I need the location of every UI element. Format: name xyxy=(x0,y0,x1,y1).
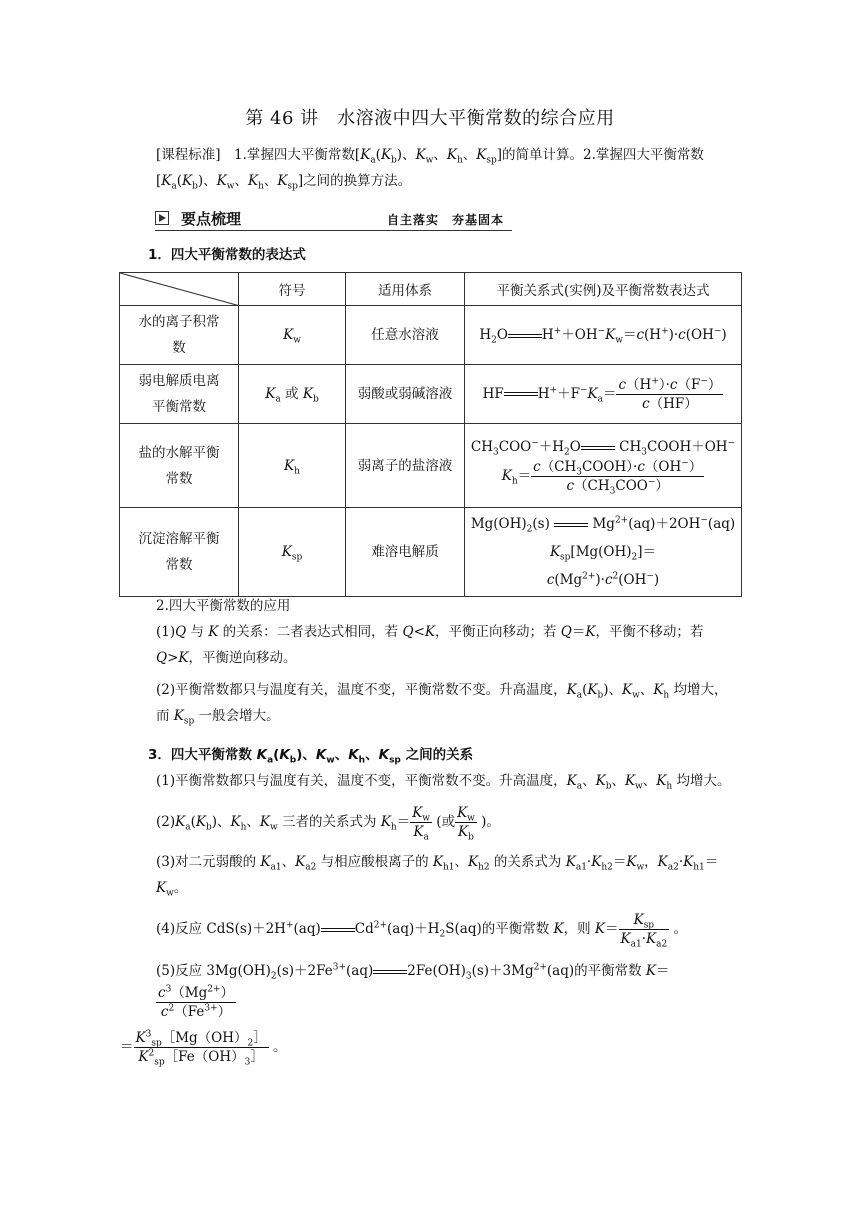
table-corner xyxy=(120,273,239,306)
table-row-name: 弱电解质电离 平衡常数 xyxy=(120,365,239,424)
s3-paragraph-4: (4)反应 CdS(s)＋2H+(aq) $Cd^{2+}(aq)+H_2S(aq)$的平衡常数 K，则 K＝ $\frac{K_{sp}}{K_{a1}\cdot K_{a2}}$ 。 xyxy=(156,912,687,950)
section-banner xyxy=(155,208,512,231)
table-row-expression: $CH_3COO^-+H_2O$ $CH_3COOH+OH^-$ $K_h=$ $\frac{c(CH_3COOH)\cdot c(OH^-)}{c(CH_3COO^-)}$ xyxy=(465,424,742,508)
table-header: 符号 xyxy=(239,273,346,306)
page-title: 第 46 讲 水溶液中四大平衡常数的综合应用 xyxy=(245,108,615,129)
section2 xyxy=(126,593,736,729)
s3-paragraph-2: $(2)K_a(K_b)$、$K_h$、$K_w$ 三者的关系式为 $K_h=$ $\frac{K_w}{K_a}$ (或 $\frac{K_w}{K_b}$ )。 xyxy=(156,805,500,843)
table-row-expression: $H_2O$ $H^++OH^-K_w=c(H^+)\cdot c(OH^-)$ xyxy=(465,306,742,365)
table-row-system: 弱酸或弱碱溶液 xyxy=(346,365,465,424)
s3-paragraph-5-cont: ＝ $\frac{K^3_{sp}[Mg(OH)_2]}{K^2_{sp}[Fe(OH)_3]}$ 。 xyxy=(120,1029,287,1068)
constants-table xyxy=(119,272,742,597)
banner-label: 要点梳理 xyxy=(181,210,242,228)
table-row-symbol: $K_w$ xyxy=(239,306,346,365)
table-row-system: 弱离子的盐溶液 xyxy=(346,424,465,508)
table-row-name: 盐的水解平衡 常数 xyxy=(120,424,239,508)
table-row-system: 任意水溶液 xyxy=(346,306,465,365)
table-header: 适用体系 xyxy=(346,273,465,306)
s2-paragraph-1: (1)Q 与 K 的关系：二者表达式相同，若 Q<K，平衡正向移动；若 Q＝K，平衡不移动；若 Q>K，平衡逆向移动。 xyxy=(156,624,704,666)
s3-paragraph-1: (1)平衡常数都只与温度有关，温度不变，平衡常数不变。升高温度，$K_a$、$K_b$、$K_w$、$K_h$ 均增大。 xyxy=(156,773,731,792)
s2-paragraph-2: (2)平衡常数都只与温度有关，温度不变，平衡常数不变。升高温度，$K_a(K_b)$、$K_w$、$K_h$ 均增大，而 $K_{sp}$ 一般会增大。 xyxy=(156,682,728,727)
section3-heading: 3．四大平衡常数 $K_a(K_b)$、$K_w$、$K_h$、$K_{sp}$ 之间的关系 xyxy=(148,747,474,766)
table-row-expression: $Mg(OH)_2(s)$ $Mg^{2+}(aq)+2OH^-(aq)$ $K_{sp}[Mg(OH)_2]=$ $c(Mg^{2+})\cdot c^2(OH^-)$ xyxy=(465,508,742,597)
table-header: 平衡关系式(实例)及平衡常数表达式 xyxy=(465,273,742,306)
section2-heading: 2.四大平衡常数的应用 xyxy=(156,598,291,614)
s3-paragraph-5: (5)反应 $3Mg(OH)_2(s)+2Fe^{3+}(aq)$ $2Fe(OH)_3(s)+3Mg^{2+}(aq)$的平衡常数 K＝ $\frac{c^3(Mg^{2+})}{c^2(Fe^{3+})}$ xyxy=(156,962,670,1020)
table-row-symbol: $K_a$ 或 $K_b$ xyxy=(239,365,346,424)
table-row-expression: HF $H^++F^-K_a=$ $\frac{c(H^+)\cdot c(F^-)}{c(HF)}$ xyxy=(465,365,742,424)
banner-right: 自主落实 夯基固本 xyxy=(386,213,504,227)
section1-heading: 1．四大平衡常数的表达式 xyxy=(148,247,306,263)
play-triangle-icon xyxy=(155,211,169,225)
table-row-name: 水的离子积常 数 xyxy=(120,306,239,365)
table-row-symbol: $K_h$ xyxy=(239,424,346,508)
table-row-system: 难溶电解质 xyxy=(346,508,465,597)
table-row-name: 沉淀溶解平衡 常数 xyxy=(120,508,239,597)
section3 xyxy=(120,742,736,1068)
course-standard: [课程标准] 1.掌握四大平衡常数[$K_a(K_b)$、$K_w$、$K_h$、$K_{sp}$]的简单计算。2.掌握四大平衡常数[$K_a(K_b)$、$K_w$、$K_h$、$K_{sp}$]之间的换算方法。 xyxy=(156,147,704,192)
table-row-symbol: $K_{sp}$ xyxy=(239,508,346,597)
s3-paragraph-3: (3)对二元弱酸的 $K_{a1}$、$K_{a2}$ 与相应酸根离子的 $K_{h1}$、$K_{h2}$ 的关系式为 $K_{a1}\cdot K_{h2}=K_w$，$K_{a2}\cdot K_{h1}=K_w$。 xyxy=(156,854,719,899)
